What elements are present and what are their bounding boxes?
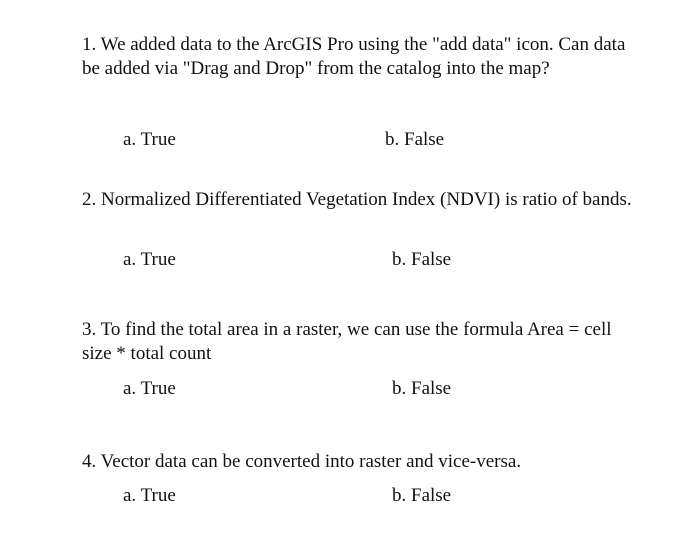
question-1-text: 1. We added data to the ArcGIS Pro using the "add data" icon. Can data be added via "Drag and Drop" from the catalog into the map? (82, 34, 626, 79)
question-3-option-a[interactable]: a. True (123, 378, 176, 399)
question-2-text: 2. Normalized Differentiated Vegetation Index (NDVI) is ratio of bands. (82, 189, 632, 210)
question-1-option-a[interactable]: a. True (123, 129, 176, 150)
question-1 (82, 33, 642, 81)
question-3-text: 3. To find the total area in a raster, we can use the formula Area = cell size * total count (82, 319, 612, 364)
question-4 (82, 450, 642, 474)
question-3-option-b[interactable]: b. False (392, 378, 452, 399)
question-1-option-b[interactable]: b. False (385, 129, 445, 150)
question-3 (82, 318, 642, 366)
question-2-option-a[interactable]: a. True (123, 249, 176, 270)
question-4-option-a[interactable]: a. True (123, 485, 176, 506)
question-4-option-b[interactable]: b. False (392, 485, 452, 506)
question-4-text: 4. Vector data can be converted into raster and vice-versa. (82, 451, 522, 472)
question-2-option-b[interactable]: b. False (392, 249, 452, 270)
question-2 (82, 188, 642, 212)
